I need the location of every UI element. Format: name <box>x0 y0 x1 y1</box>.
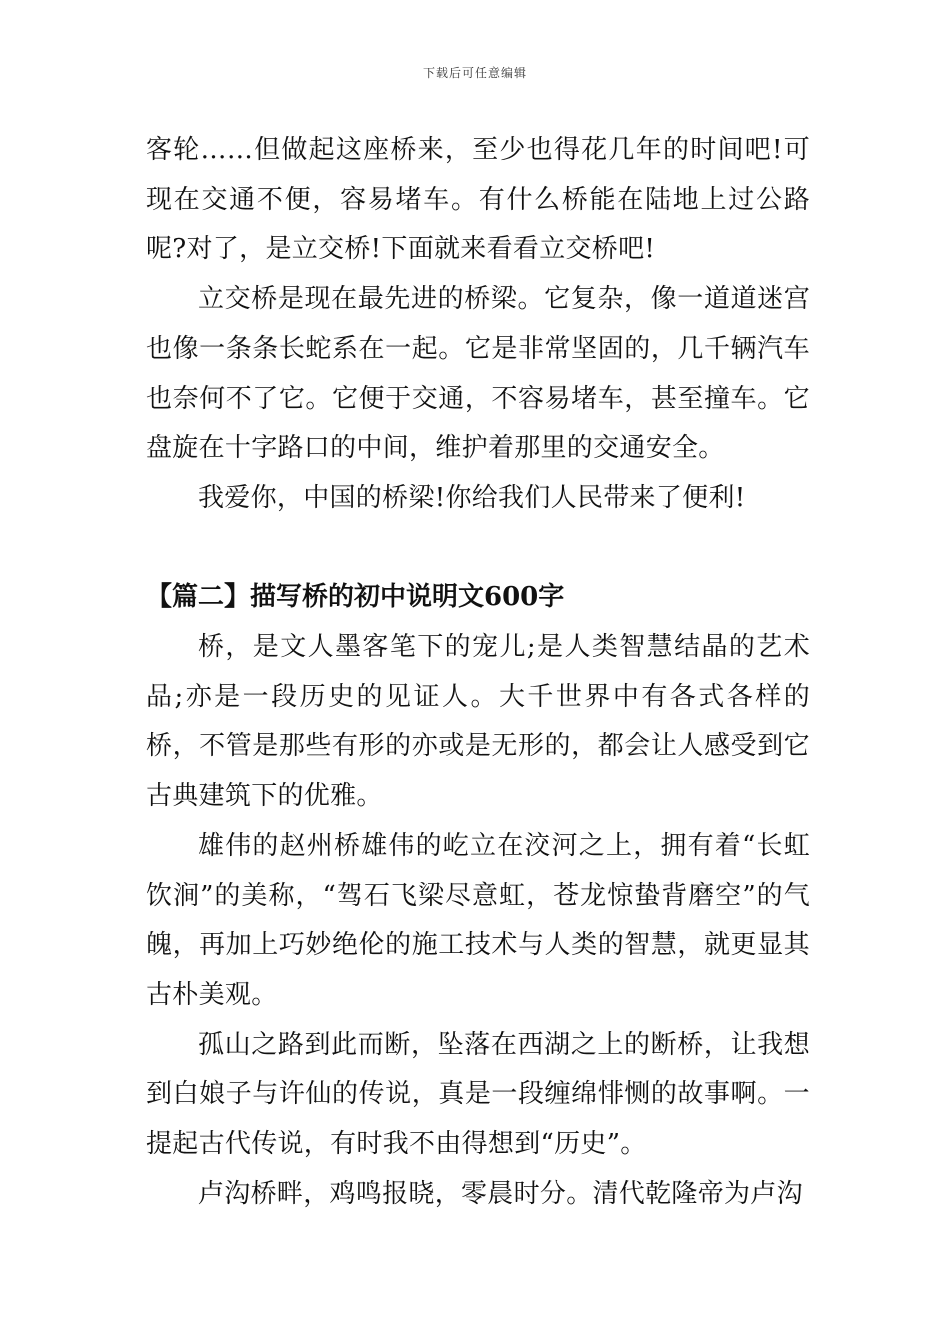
paragraph-broken-bridge: 孤山之路到此而断，坠落在西湖之上的断桥，让我想到白娘子与许仙的传说，真是一段缠绵悱恻的故事啊。一提起古代传说，有时我不由得想到“历史”。 <box>146 1029 810 1160</box>
section-heading: 【篇二】描写桥的初中说明文600字 <box>146 582 565 613</box>
paragraph-intro: 桥，是文人墨客笔下的宠儿;是人类智慧结晶的艺术品;亦是一段历史的见证人。大千世界中有各式各样的桥，不管是那些有形的亦或是无形的，都会让人感受到它古典建筑下的优雅。 <box>146 632 810 812</box>
document-body <box>146 126 810 1219</box>
page-header: 下载后可任意编辑 <box>422 66 527 80</box>
paragraph-lugou-bridge: 卢沟桥畔，鸡鸣报晓，零晨时分。清代乾隆帝为卢沟 <box>198 1178 803 1209</box>
paragraph-closing: 我爱你，中国的桥梁!你给我们人民带来了便利! <box>198 482 746 513</box>
paragraph-overpass: 立交桥是现在最先进的桥梁。它复杂，像一道道迷宫也像一条条长蛇系在一起。它是非常坚固的，几千辆汽车也奈何不了它。它便于交通，不容易堵车，甚至撞车。它盘旋在十字路口的中间，维护着那里的交通安全。 <box>146 284 810 464</box>
section-spacer <box>146 524 810 574</box>
paragraph-continued: 客轮……但做起这座桥来，至少也得花几年的时间吧!可现在交通不便，容易堵车。有什么桥能在陆地上过公路呢?对了，是立交桥!下面就来看看立交桥吧! <box>146 135 810 265</box>
paragraph-zhaozhou-bridge: 雄伟的赵州桥雄伟的屹立在洨河之上，拥有着“长虹饮涧”的美称，“驾石飞梁尽意虹，苍龙惊蛰背磨空”的气魄，再加上巧妙绝伦的施工技术与人类的智慧，就更显其古朴美观。 <box>146 830 810 1010</box>
